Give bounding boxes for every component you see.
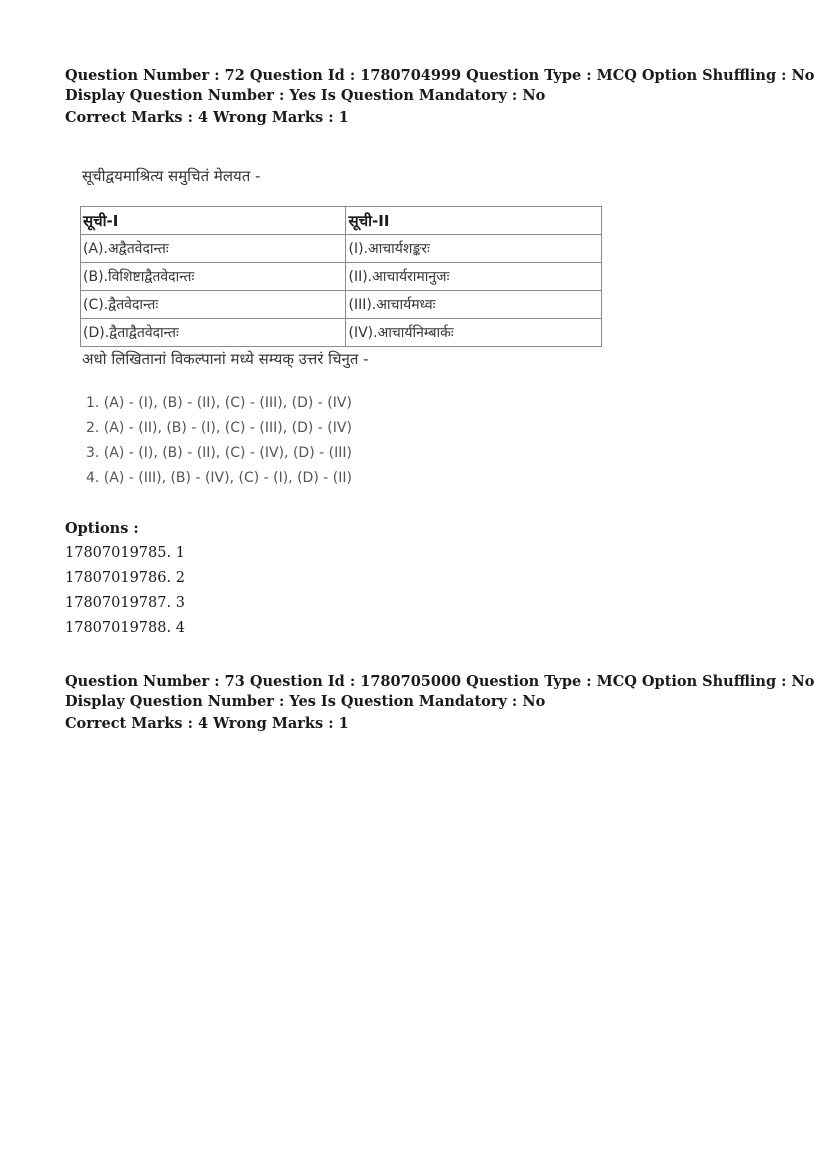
list-1-item-a: (A).अद्वैतवेदान्तः xyxy=(81,235,346,263)
q72-match-table xyxy=(80,206,602,347)
q72-prompt: अधो लिखितानां विकल्पानां मध्ये सम्यक् उत्तरं चिनुत - xyxy=(82,350,369,368)
choice-1: 1. (A) - (I), (B) - (II), (C) - (III), (D) - (IV) xyxy=(86,395,352,411)
table-row xyxy=(81,235,602,263)
list-2-item-ii: (II).आचार्यरामानुजः xyxy=(346,263,602,291)
list-2-item-iii: (III).आचार्यमध्वः xyxy=(346,291,602,319)
list-1-item-c: (C).द्वैतवेदान्तः xyxy=(81,291,346,319)
option-id-3: 17807019787. 3 xyxy=(65,595,185,611)
q73-marks-line: Correct Marks : 4 Wrong Marks : 1 xyxy=(65,715,349,732)
q72-choice-list xyxy=(86,393,352,493)
list-2-item-i: (I).आचार्यशङ्करः xyxy=(346,235,602,263)
table-header-row xyxy=(81,207,602,235)
q72-marks-line: Correct Marks : 4 Wrong Marks : 1 xyxy=(65,109,349,126)
list-2-header: सूची-II xyxy=(346,207,602,235)
option-id-1: 17807019785. 1 xyxy=(65,545,185,561)
option-id-2: 17807019786. 2 xyxy=(65,570,185,586)
choice-4: 4. (A) - (III), (B) - (IV), (C) - (I), (D) - (II) xyxy=(86,470,352,486)
list-1-header: सूची-I xyxy=(81,207,346,235)
list-1-item-d: (D).द्वैताद्वैतवेदान्तः xyxy=(81,319,346,347)
q72-meta-line-2: Display Question Number : Yes Is Question Mandatory : No xyxy=(65,87,546,104)
q72-option-ids xyxy=(65,543,185,643)
choice-3: 3. (A) - (I), (B) - (II), (C) - (IV), (D) - (III) xyxy=(86,445,352,461)
option-id-4: 17807019788. 4 xyxy=(65,620,185,636)
q73-meta-line-1: Question Number : 73 Question Id : 1780705000 Question Type : MCQ Option Shuffling : No xyxy=(65,673,815,690)
q72-meta-line-1: Question Number : 72 Question Id : 1780704999 Question Type : MCQ Option Shuffling : No xyxy=(65,67,815,84)
options-label: Options : xyxy=(65,520,139,537)
list-1-item-b: (B).विशिष्टाद्वैतवेदान्तः xyxy=(81,263,346,291)
list-2-item-iv: (IV).आचार्यनिम्बार्कः xyxy=(346,319,602,347)
q73-meta-line-2: Display Question Number : Yes Is Question Mandatory : No xyxy=(65,693,546,710)
table-row xyxy=(81,263,602,291)
q72-instruction: सूचीद्वयमाश्रित्य समुचितं मेलयत - xyxy=(82,167,261,185)
table-row xyxy=(81,319,602,347)
table-row xyxy=(81,291,602,319)
choice-2: 2. (A) - (II), (B) - (I), (C) - (III), (D) - (IV) xyxy=(86,420,352,436)
